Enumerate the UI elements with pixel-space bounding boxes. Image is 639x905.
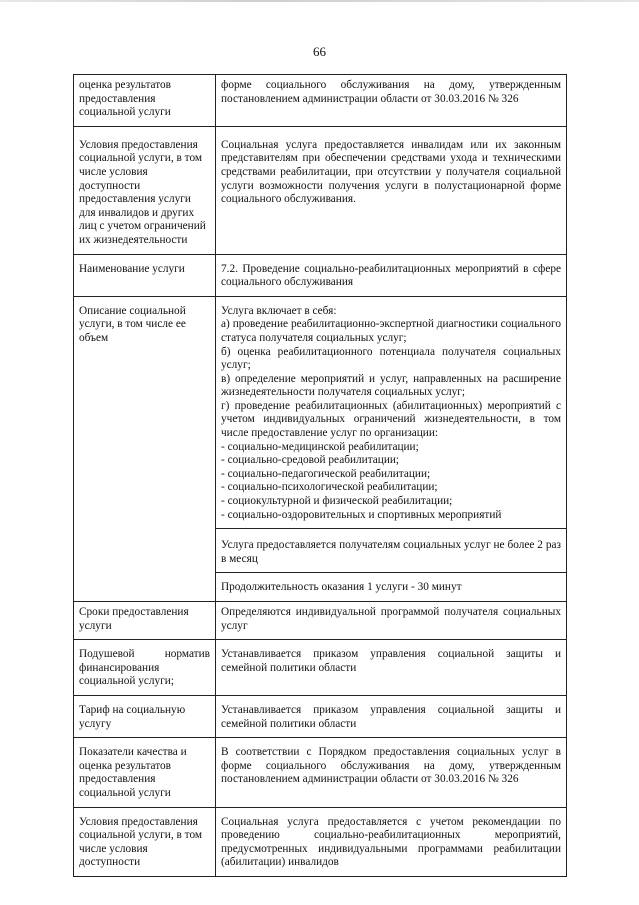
row-value: Услуга предоставляется получателям социальных услуг не более 2 раз в месяц: [216, 529, 567, 573]
row-value: Услуга включает в себя: а) проведение реабилитационно-экспертной диагностики социального статуса получателя социальных услуг; б) оценка реабилитационного потенциала получателя социальных услуг; в) определение мероприятий и услуг, направленных на расширение жизнедеятельности получателя социальных услуг; г) проведение реабилитационных (абилитационных) мероприятий с учетом индивидуальных ограничений жизнедеятельности, в том числе предоставление услуг по организации: - социально-медицинской реабилитации; - социально-средовой реабилитации; - социально-педагогической реабилитации; - социально-психологической реабилитации; - социокультурной и физической реабилитации; - социально-оздоровительных и спортивных мероприятий: [216, 296, 567, 529]
row-value: Продолжительность оказания 1 услуги - 30 минут: [216, 573, 567, 602]
page-number: 66: [313, 44, 326, 59]
row-value: Определяются индивидуальной программой получателя социальных услуг: [216, 602, 567, 640]
table-row: [74, 807, 567, 876]
row-label: Тариф на социальную услугу: [74, 695, 216, 737]
scan-top-edge: [0, 0, 639, 2]
row-value: форме социального обслуживания на дому, утвержденным постановлением администрации области от 30.03.2016 № 326: [216, 75, 567, 127]
table-row: [74, 602, 567, 640]
row-label: Подушевой норматив финансирования социальной услуги;: [74, 640, 216, 696]
row-label: оценка результатов предоставления социальной услуги: [74, 75, 216, 127]
table-row: [74, 738, 567, 807]
row-label: Условия предоставления социальной услуги, в том числе условия доступности: [74, 807, 216, 876]
table-row: [74, 75, 567, 127]
row-label: Условия предоставления социальной услуги, в том числе условия доступности предоставления услуги для инвалидов и других лиц с учетом ограничений их жизнедеятельности: [74, 126, 216, 254]
row-value: Социальная услуга предоставляется инвалидам или их законным представителям при обеспечении средствами ухода и техническими средствами реабилитации, при отсутствии у получателя социальной услуги возможности получения услуги в полустационарной форме социального обслуживания.: [216, 126, 567, 254]
table-row: [74, 296, 567, 529]
table-row: [74, 254, 567, 296]
row-label: Описание социальной услуги, в том числе ее объем: [74, 296, 216, 601]
row-value: Устанавливается приказом управления социальной защиты и семейной политики области: [216, 640, 567, 696]
row-value: Социальная услуга предоставляется с учетом рекомендации по проведению социально-реабилитационных мероприятий, предусмотренных индивидуальными программами реабилитации (абилитации) инвалидов: [216, 807, 567, 876]
service-description-table: [73, 74, 567, 877]
row-value: Устанавливается приказом управления социальной защиты и семейной политики области: [216, 695, 567, 737]
table-row: [74, 695, 567, 737]
table-row: [74, 126, 567, 254]
row-value: 7.2. Проведение социально-реабилитационных мероприятий в сфере социального обслуживания: [216, 254, 567, 296]
row-label: Показатели качества и оценка результатов предоставления социальной услуги: [74, 738, 216, 807]
table-row: [74, 640, 567, 696]
row-label: Сроки предоставления услуги: [74, 602, 216, 640]
row-label: Наименование услуги: [74, 254, 216, 296]
row-value: В соответствии с Порядком предоставления социальных услуг в форме социального обслуживания на дому, утвержденным постановлением администрации области от 30.03.2016 № 326: [216, 738, 567, 807]
